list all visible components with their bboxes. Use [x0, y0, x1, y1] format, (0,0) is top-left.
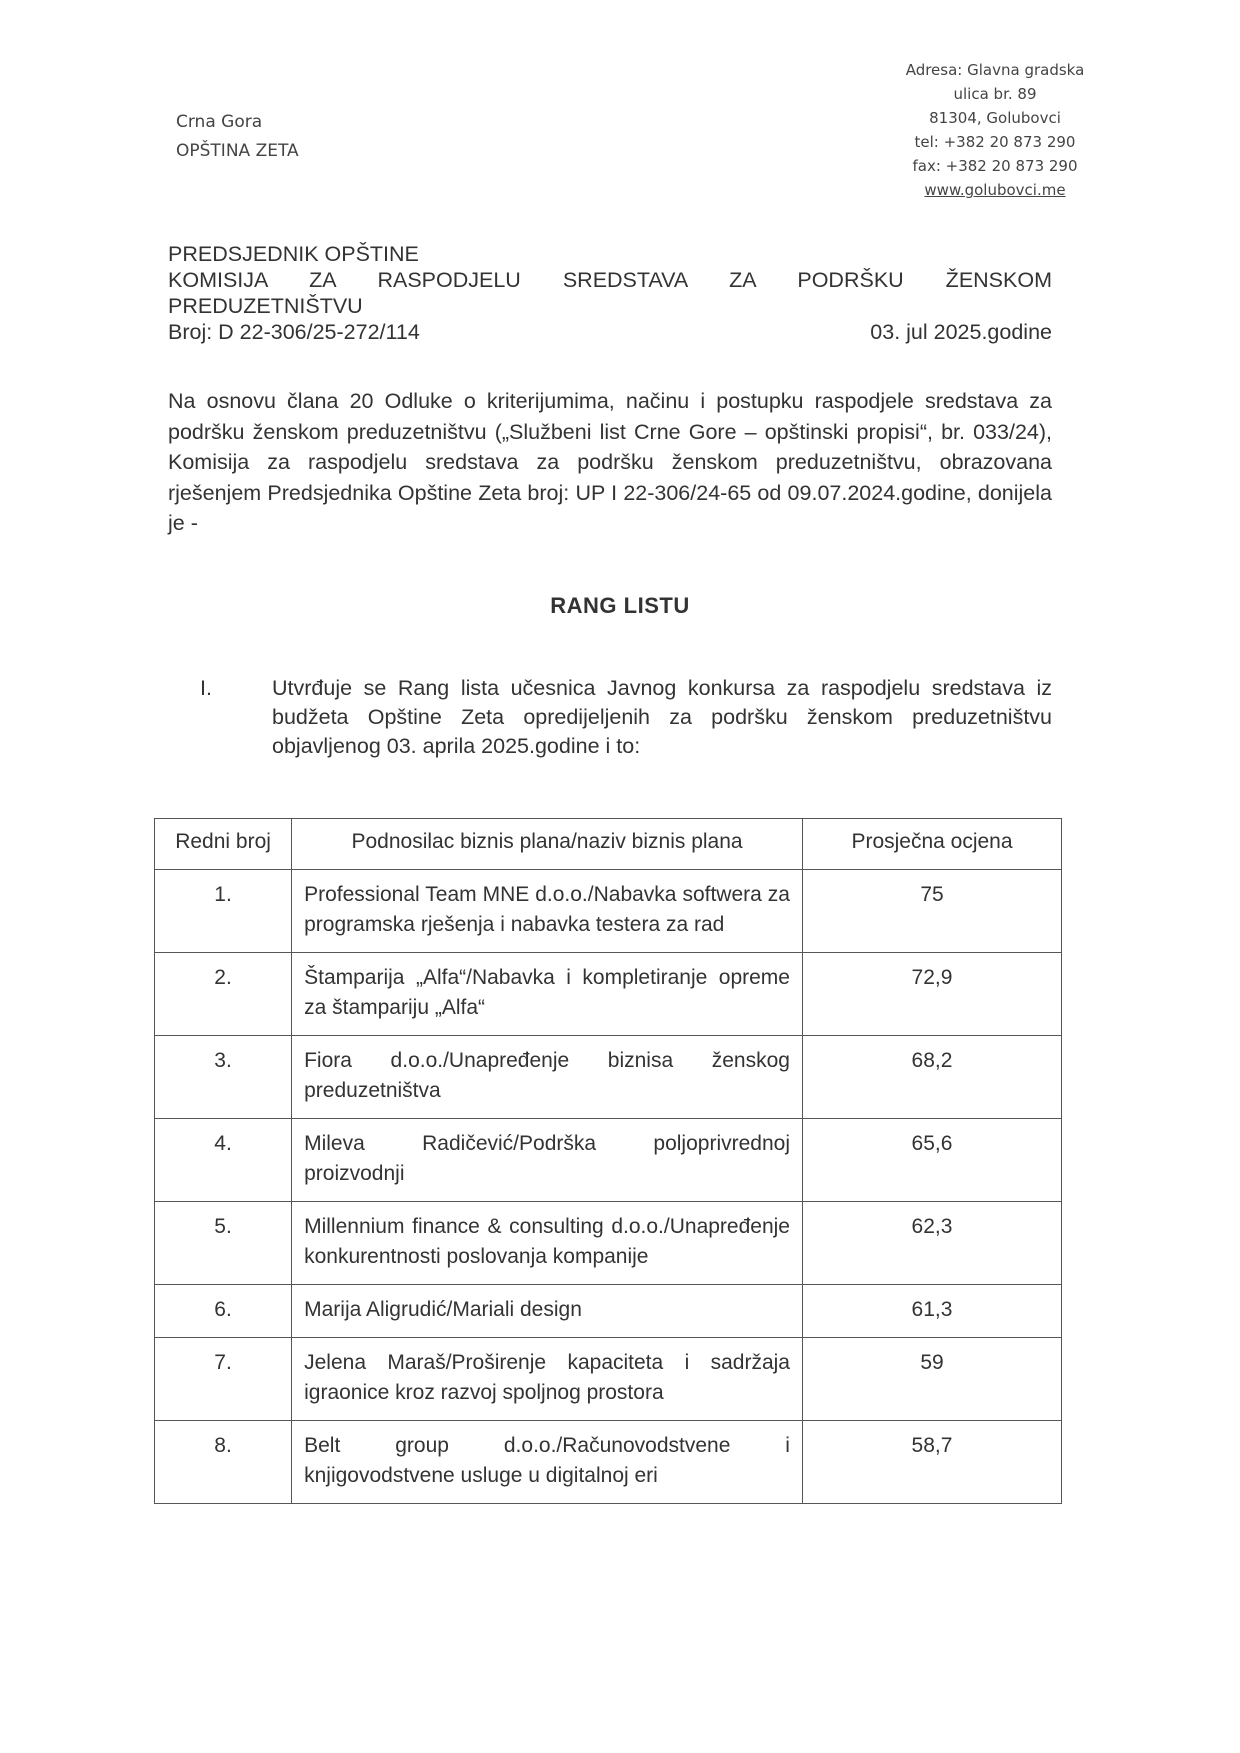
row-score: 61,3 — [802, 1285, 1061, 1338]
table-row — [155, 1119, 1062, 1202]
row-number: 2. — [155, 953, 292, 1036]
address-block — [880, 58, 1110, 202]
row-number: 5. — [155, 1202, 292, 1285]
row-number: 7. — [155, 1338, 292, 1421]
col-header-score: Prosječna ocjena — [802, 819, 1061, 870]
organization-block — [168, 241, 1052, 345]
document-date: 03. jul 2025.godine — [870, 320, 1052, 344]
address-line: 81304, Golubovci — [929, 109, 1061, 127]
address-line: ulica br. 89 — [953, 85, 1037, 103]
row-score: 75 — [802, 870, 1061, 953]
document-heading: RANG LISTU — [550, 593, 690, 618]
row-applicant: Belt group d.o.o./Računovodstvene i knjigovodstvene usluge u digitalnoj eri — [292, 1421, 803, 1504]
section-i — [200, 674, 1052, 761]
commission-title-cont: PREDUZETNIŠTVU — [168, 294, 363, 318]
section-number: I. — [200, 676, 212, 700]
table-row — [155, 953, 1062, 1036]
row-score: 59 — [802, 1338, 1061, 1421]
col-header-number: Redni broj — [155, 819, 292, 870]
issuer-block — [176, 108, 299, 166]
org-title: PREDSJEDNIK OPŠTINE — [168, 242, 419, 266]
row-score: 68,2 — [802, 1036, 1061, 1119]
table-row — [155, 1421, 1062, 1504]
table-row — [155, 870, 1062, 953]
address-line: Adresa: Glavna gradska — [905, 61, 1085, 79]
row-applicant: Štamparija „Alfa“/Nabavka i kompletiranje opreme za štampariju „Alfa“ — [292, 953, 803, 1036]
table-row — [155, 1338, 1062, 1421]
ranking-table — [154, 818, 1062, 1504]
row-number: 4. — [155, 1119, 292, 1202]
table-row — [155, 1036, 1062, 1119]
row-score: 65,6 — [802, 1119, 1061, 1202]
row-applicant: Mileva Radičević/Podrška poljoprivrednoj proizvodnji — [292, 1119, 803, 1202]
section-text: Utvrđuje se Rang lista učesnica Javnog konkursa za raspodjelu sredstava iz budžeta Opštine Zeta opredijeljenih za podršku ženskom preduzetništvu objavljenog 03. aprila 2025.godine i to: — [272, 676, 1052, 758]
table-header-row — [155, 819, 1062, 870]
phone-line: tel: +382 20 873 290 — [914, 133, 1076, 151]
row-applicant: Jelena Maraš/Proširenje kapaciteta i sadržaja igraonice kroz razvoj spoljnog prostora — [292, 1338, 803, 1421]
row-score: 58,7 — [802, 1421, 1061, 1504]
row-number: 1. — [155, 870, 292, 953]
row-applicant: Fiora d.o.o./Unapređenje biznisa ženskog preduzetništva — [292, 1036, 803, 1119]
row-applicant: Professional Team MNE d.o.o./Nabavka softwera za programska rješenja i nabavka testera za rad — [292, 870, 803, 953]
country-label: Crna Gora — [176, 112, 263, 132]
row-number: 8. — [155, 1421, 292, 1504]
reference-row — [168, 319, 1052, 345]
municipality-label: OPŠTINA ZETA — [176, 141, 299, 161]
table-row — [155, 1285, 1062, 1338]
row-number: 6. — [155, 1285, 292, 1338]
col-header-applicant: Podnosilac biznis plana/naziv biznis plana — [292, 819, 803, 870]
row-applicant: Millennium finance & consulting d.o.o./Unapređenje konkurentnosti poslovanja kompanije — [292, 1202, 803, 1285]
row-number: 3. — [155, 1036, 292, 1119]
table-row — [155, 1202, 1062, 1285]
intro-paragraph: Na osnovu člana 20 Odluke o kriterijumima, načinu i postupku raspodjele sredstava za podršku ženskom preduzetništvu („Službeni list Crne Gore – opštinski propisi“, br. 033/24), Komisija za raspodjelu sredstava za podršku ženskom preduzetništvu, obrazovana rješenjem Predsjednika Opštine Zeta broj: UP I 22-306/24-65 od 09.07.2024.godine, donijela je - — [168, 389, 1052, 535]
commission-title: KOMISIJA ZA RASPODJELU SREDSTAVA ZA PODRŠKU ŽENSKOM — [168, 268, 1052, 292]
reference-number: Broj: D 22-306/25-272/114 — [168, 320, 420, 344]
fax-line: fax: +382 20 873 290 — [912, 157, 1078, 175]
website-link[interactable]: www.golubovci.me — [924, 181, 1066, 199]
row-applicant: Marija Aligrudić/Mariali design — [292, 1285, 803, 1338]
row-score: 72,9 — [802, 953, 1061, 1036]
row-score: 62,3 — [802, 1202, 1061, 1285]
